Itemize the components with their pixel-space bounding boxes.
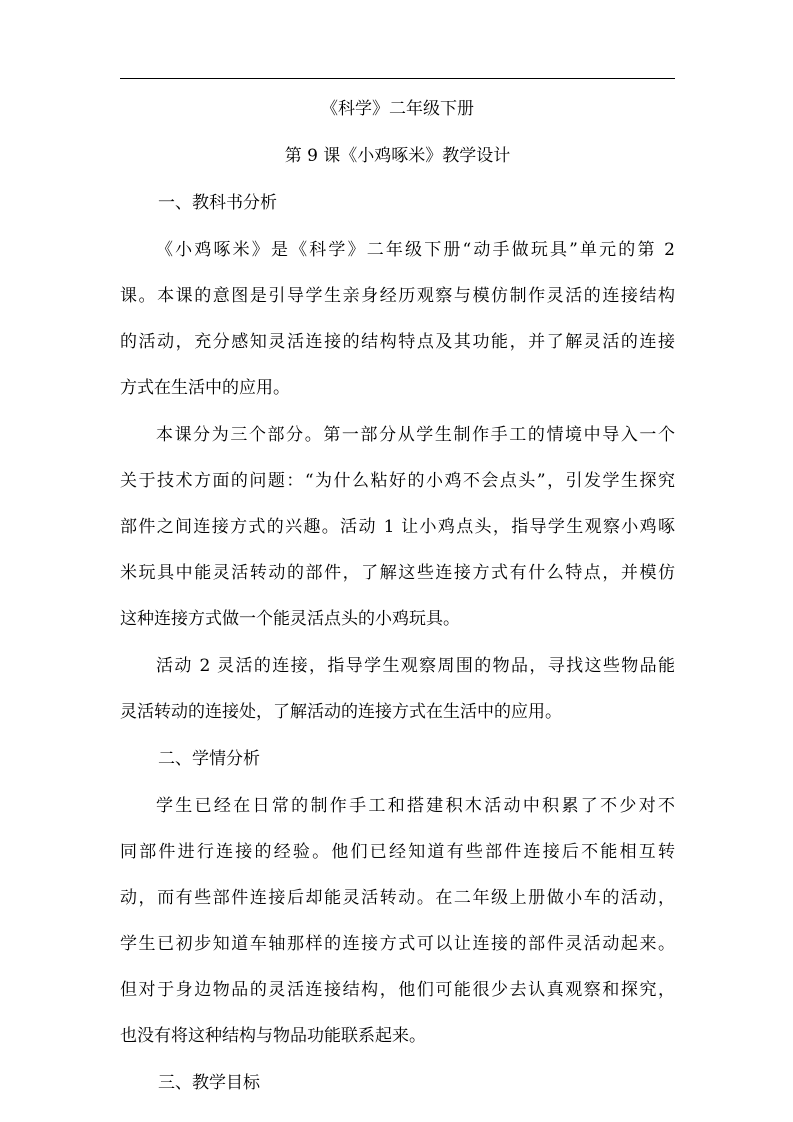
paragraph-student-analysis [120, 794, 675, 1048]
paragraph-line: 本课分为三个部分。第一部分从学生制作手工的情境中导入一个 [156, 425, 675, 445]
header-rule [120, 78, 675, 79]
paragraph-line: 活动 2 灵活的连接，指导学生观察周围的物品，寻找这些物品能 [156, 656, 675, 676]
paragraph-line: 学生已初步知道车轴那样的连接方式可以让连接的部件灵活动起来。 [120, 934, 675, 954]
paragraph-line: 部件之间连接方式的兴趣。活动 1 让小鸡点头，指导学生观察小鸡啄 [120, 517, 675, 537]
paragraph-line: 同部件进行连接的经验。他们已经知道有些部件连接后不能相互转 [120, 842, 675, 862]
section-heading-teaching-goals: 三、教学目标 [158, 1073, 260, 1093]
document-title: 《科学》二年级下册 [321, 99, 474, 119]
paragraph-lesson-structure [120, 423, 675, 631]
paragraph-line: 也没有将这种结构与物品功能联系起来。 [120, 1026, 426, 1046]
paragraph-line: 动，而有些部件连接后却能灵活转动。在二年级上册做小车的活动， [120, 888, 675, 908]
lesson-title: 第 9 课《小鸡啄米》教学设计 [284, 146, 511, 166]
paragraph-textbook-intro [120, 238, 675, 400]
paragraph-line: 的活动，充分感知灵活连接的结构特点及其功能，并了解灵活的连接 [120, 332, 675, 352]
paragraph-activity-2 [120, 654, 675, 724]
paragraph-line: 学生已经在日常的制作手工和搭建积木活动中积累了不少对不 [156, 796, 675, 816]
section-heading-textbook-analysis: 一、教科书分析 [158, 193, 277, 213]
paragraph-line: 米玩具中能灵活转动的部件，了解这些连接方式有什么特点，并模仿 [120, 563, 675, 583]
paragraph-line: 但对于身边物品的灵活连接结构，他们可能很少去认真观察和探究， [120, 980, 675, 1000]
paragraph-line: 方式在生活中的应用。 [120, 378, 290, 398]
paragraph-line: 《小鸡啄米》是《科学》二年级下册“动手做玩具”单元的第 2 [156, 240, 675, 260]
paragraph-line: 课。本课的意图是引导学生亲身经历观察与模仿制作灵活的连接结构 [120, 286, 675, 306]
paragraph-line: 关于技术方面的问题：“为什么粘好的小鸡不会点头”，引发学生探究 [120, 471, 675, 491]
document-body [120, 97, 675, 1095]
paragraph-line: 这种连接方式做一个能灵活点头的小鸡玩具。 [120, 609, 460, 629]
paragraph-line: 灵活转动的连接处，了解活动的连接方式在生活中的应用。 [120, 702, 562, 722]
section-heading-student-analysis: 二、学情分析 [158, 749, 260, 769]
